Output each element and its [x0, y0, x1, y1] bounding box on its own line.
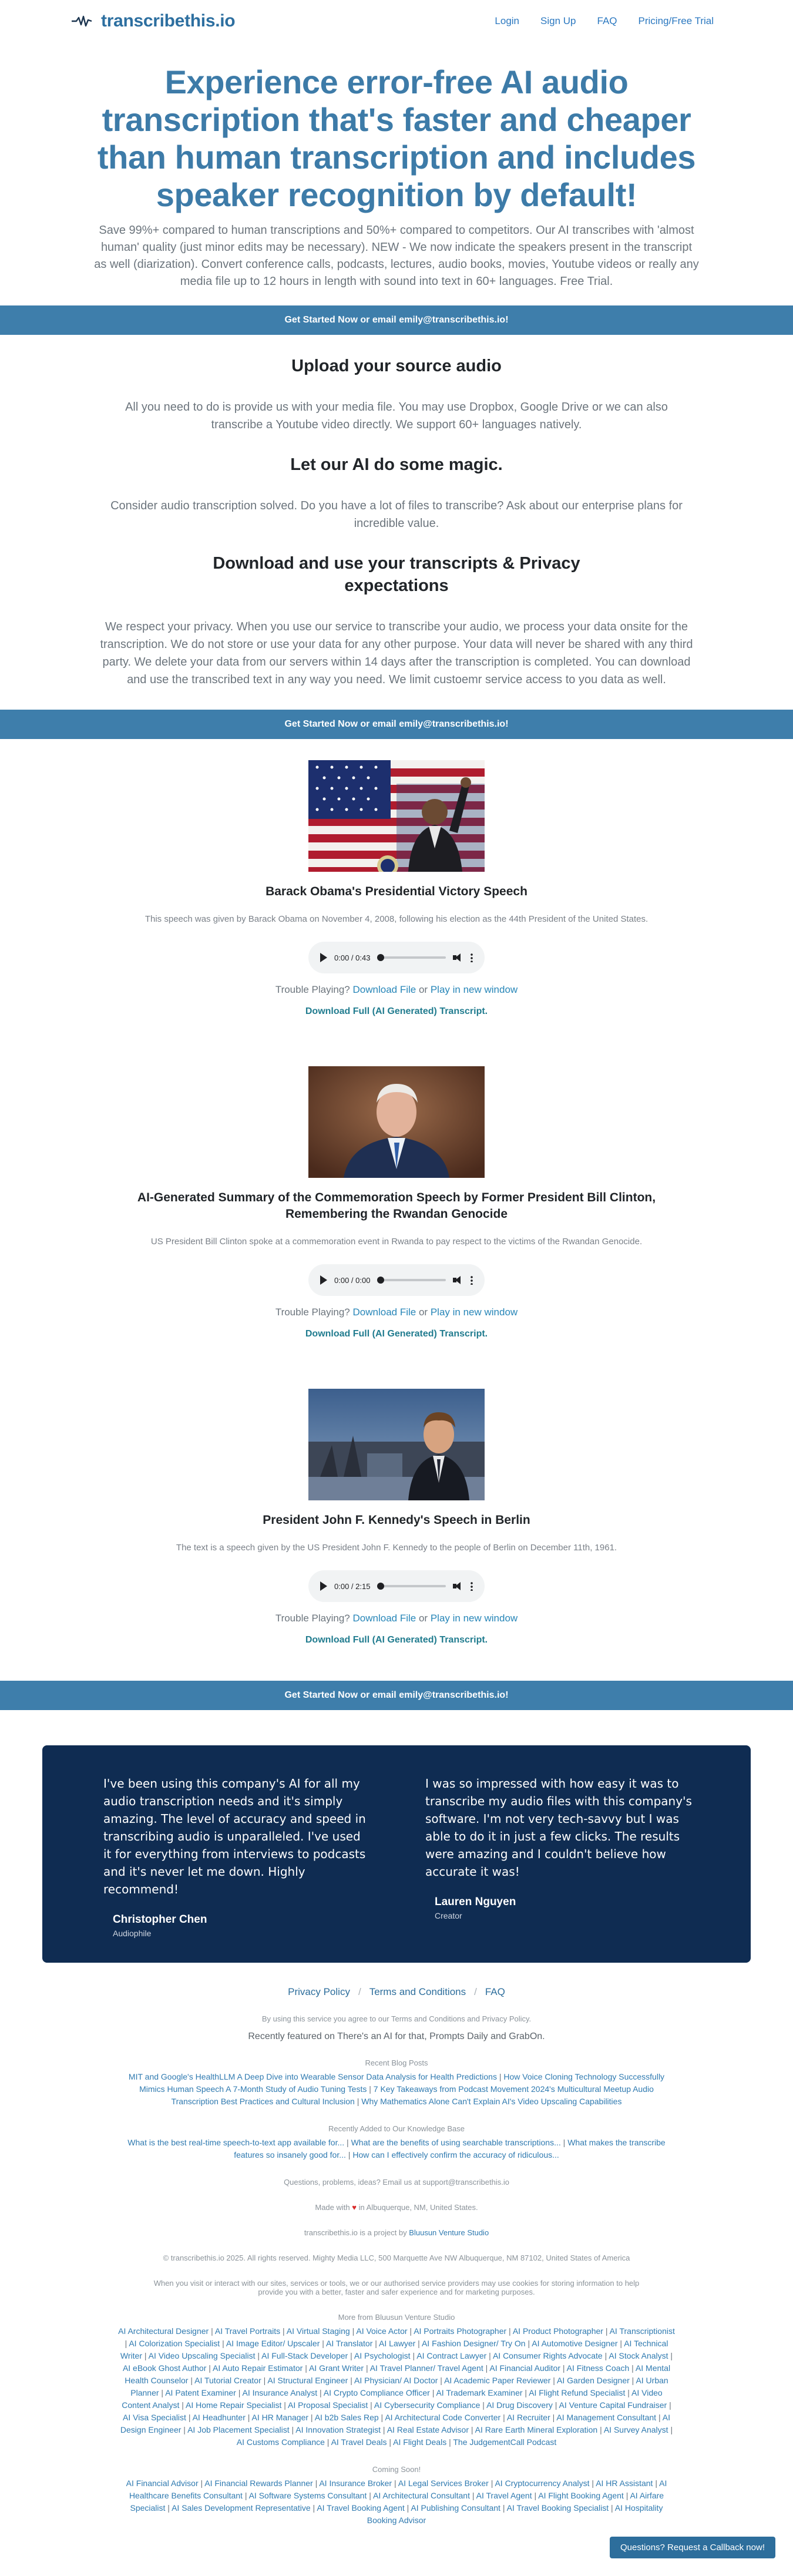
- step-upload-title: Upload your source audio: [291, 357, 502, 375]
- blog-label: Recent Blog Posts: [365, 2058, 428, 2067]
- audio-seek-bar[interactable]: [377, 956, 446, 959]
- studio-product-link[interactable]: AI Product Photographer |: [513, 2326, 610, 2336]
- step-magic-title: Let our AI do some magic.: [290, 455, 503, 474]
- coming-soon-link[interactable]: AI Software Systems Consultant |: [249, 2491, 373, 2500]
- download-transcript-link[interactable]: Download Full (AI Generated) Transcript.: [305, 1635, 488, 1645]
- studio-product-link[interactable]: AI Video Upscaling Specialist |: [149, 2351, 262, 2360]
- studio-product-link[interactable]: AI Trademark Examiner |: [436, 2388, 529, 2397]
- blog-post-link[interactable]: How Voice Cloning Technology Successfully Mimics Human Speech A 7-Month Study of Audio Tuning Tests |: [139, 2072, 664, 2094]
- coming-soon-link[interactable]: AI Travel Booking Specialist |: [507, 2503, 615, 2513]
- coming-soon-link[interactable]: AI HR Assistant |: [596, 2478, 659, 2488]
- studio-product-link[interactable]: AI Headhunter |: [193, 2413, 252, 2422]
- studio-product-link[interactable]: AI Rare Earth Mineral Exploration |: [475, 2425, 604, 2434]
- testimonial-name: Lauren Nguyen: [435, 1896, 516, 1908]
- studio-product-link[interactable]: AI Flight Refund Specialist |: [529, 2388, 631, 2397]
- coming-soon-link[interactable]: AI Healthcare Benefits Consultant |: [129, 2478, 667, 2500]
- audio-player[interactable]: [308, 942, 485, 973]
- bluusun-link[interactable]: Bluusun Venture Studio: [409, 2228, 489, 2237]
- studio-product-link[interactable]: AI Psychologist |: [354, 2351, 416, 2360]
- speech-title: AI-Generated Summary of the Commemoration Speech by Former President Bill Clinton, Remembering the Rwandan Genocide: [137, 1191, 656, 1221]
- footer-links: [117, 1986, 676, 1998]
- studio-product-link[interactable]: AI Innovation Strategist |: [295, 2425, 387, 2434]
- testimonial-name: Christopher Chen: [113, 1913, 207, 1926]
- support-email: Questions, problems, ideas? Email us at support@transcribethis.io: [284, 2178, 509, 2187]
- studio-product-link[interactable]: AI Visa Specialist |: [123, 2413, 193, 2422]
- cta-band-bottom[interactable]: Get Started Now or email emily@transcribethis.io!: [0, 1681, 793, 1710]
- terms-link[interactable]: Terms and Conditions: [369, 1986, 466, 1997]
- studio-product-link[interactable]: AI Real Estate Advisor |: [387, 2425, 475, 2434]
- studio-product-link[interactable]: AI Stock Analyst |: [609, 2351, 673, 2360]
- testimonial-card: [103, 1775, 370, 1938]
- studio-product-link[interactable]: AI Auto Repair Estimator |: [213, 2363, 309, 2373]
- cta-band-top[interactable]: Get Started Now or email emily@transcribethis.io!: [0, 305, 793, 335]
- studio-product-link[interactable]: AI Voice Actor |: [356, 2326, 414, 2336]
- studio-product-link[interactable]: AI Fashion Designer/ Try On |: [422, 2339, 532, 2348]
- studio-product-link[interactable]: AI Travel Portraits |: [215, 2326, 287, 2336]
- coming-soon: [117, 2465, 676, 2527]
- kb-list: [117, 2137, 676, 2161]
- coming-soon-link[interactable]: AI Legal Services Broker |: [398, 2478, 495, 2488]
- audio-seek-bar[interactable]: [377, 1279, 446, 1281]
- separator: /: [358, 1986, 361, 1997]
- download-file-link[interactable]: Download File: [352, 1307, 416, 1318]
- testimonial-role: Audiophile: [113, 1929, 152, 1938]
- studio-product-link[interactable]: AI Travel Planner/ Travel Agent |: [370, 2363, 490, 2373]
- coming-soon-link[interactable]: AI Sales Development Representative |: [172, 2503, 317, 2513]
- studio-product-link[interactable]: AI Venture Capital Fundraiser |: [559, 2400, 671, 2410]
- studio-product-link[interactable]: AI Academic Paper Reviewer |: [444, 2376, 557, 2385]
- sample-speeches: [0, 739, 793, 1681]
- trouble-label: Trouble Playing?: [275, 1613, 350, 1624]
- studio-product-link[interactable]: AI Drug Discovery |: [486, 2400, 559, 2410]
- speech-description: This speech was given by Barack Obama on November 4, 2008, following his election as the 44th President of the United States.: [145, 914, 648, 924]
- hero: [0, 42, 793, 305]
- footer: [0, 1963, 793, 2550]
- testimonials: [42, 1745, 751, 1963]
- kb-item-link[interactable]: What are the benefits of using searchable transcriptions... |: [351, 2138, 568, 2147]
- clinton-speech-photo: [308, 1066, 485, 1178]
- download-file-link[interactable]: Download File: [352, 984, 416, 995]
- coming-soon-link[interactable]: AI Financial Advisor |: [126, 2478, 205, 2488]
- studio-product-link[interactable]: AI Tutorial Creator |: [194, 2376, 267, 2385]
- kb-item-link[interactable]: What is the best real-time speech-to-text app available for... |: [127, 2138, 351, 2147]
- studio-product-link[interactable]: AI Translator |: [326, 2339, 379, 2348]
- play-icon[interactable]: [320, 1581, 327, 1591]
- more-label: More from Bluusun Venture Studio: [338, 2313, 455, 2322]
- trouble-playing: [0, 1307, 793, 1318]
- studio-product-link[interactable]: AI Transcriptionist |: [125, 2326, 675, 2348]
- studio-product-link[interactable]: AI Grant Writer |: [309, 2363, 370, 2373]
- step-download-text: We respect your privacy. When you use our service to transcribe your audio, we process your data onsite for the transcription. We do not store or use your data for any other purpose. Your data will never be shared with any third party. We delete your data from our servers within 14 days after the transcription is completed. You can download and use the transcribed text in any way you need. We limit custoemr service access to you data as well.: [100, 620, 693, 686]
- step-upload-text: All you need to do is provide us with your media file. You may use Dropbox, Google Drive or we can also transcribe a Youtube video directly. We support 60+ languages natively.: [125, 401, 668, 431]
- seek-knob[interactable]: [377, 1277, 384, 1284]
- studio-product-link[interactable]: AI Technical Writer |: [120, 2339, 668, 2360]
- kb-item-link[interactable]: How can I effectively confirm the accuracy of ridiculous...: [352, 2150, 559, 2159]
- blog-post-link[interactable]: Why Mathematics Alone Can't Explain AI's Video Upscaling Capabilities: [361, 2097, 622, 2106]
- nav-faq-link[interactable]: FAQ: [597, 15, 617, 26]
- coming-soon-label: Coming Soon!: [372, 2465, 421, 2474]
- studio-product-link[interactable]: AI Contract Lawyer |: [416, 2351, 493, 2360]
- studio-product-link[interactable]: AI Home Repair Specialist |: [186, 2400, 288, 2410]
- cta-band-middle[interactable]: Get Started Now or email emily@transcribethis.io!: [0, 710, 793, 739]
- more-options-icon[interactable]: [471, 1581, 473, 1591]
- copyright: © transcribethis.io 2025. All rights reserved. Mighty Media LLC, 500 Marquette Ave NW Albuquerque, NM 87102, United States of America: [163, 2253, 630, 2262]
- studio-product-link[interactable]: AI Management Consultant |: [556, 2413, 662, 2422]
- or-label: or: [418, 1307, 428, 1318]
- trouble-playing: [0, 984, 793, 996]
- coming-soon-link[interactable]: AI Flight Booking Agent |: [538, 2491, 630, 2500]
- made-suffix: in Albuquerque, NM, United States.: [358, 2203, 478, 2212]
- studio-product-link[interactable]: AI Survey Analyst |: [604, 2425, 673, 2434]
- speech-title: Barack Obama's Presidential Victory Speech: [266, 885, 527, 898]
- studio-product-link[interactable]: AI Structural Engineer |: [267, 2376, 354, 2385]
- studio-product-link[interactable]: AI Automotive Designer |: [532, 2339, 624, 2348]
- audio-time: 0:00 / 0:00: [334, 1275, 371, 1285]
- knowledge-base: [117, 2124, 676, 2161]
- studio-product-link[interactable]: AI Architectural Designer |: [118, 2326, 215, 2336]
- volume-icon[interactable]: [453, 953, 463, 962]
- nav-signup-link[interactable]: Sign Up: [540, 15, 576, 26]
- speech-description: The text is a speech given by the US President John F. Kennedy to the people of Berlin on December 11th, 1961.: [176, 1543, 617, 1553]
- request-callback-button[interactable]: Questions? Request a Callback now!: [610, 2537, 775, 2558]
- studio-product-link[interactable]: AI Travel Deals |: [331, 2437, 394, 2447]
- hero-title: Experience error-free AI audio transcription that's faster and cheaper than human transcription and includes speaker recognition by default!: [97, 63, 696, 213]
- audio-seek-bar[interactable]: [377, 1585, 446, 1587]
- studio-product-link[interactable]: AI Recruiter |: [507, 2413, 557, 2422]
- testimonial-card: [425, 1775, 692, 1938]
- made-prefix: Made with: [315, 2203, 350, 2212]
- speech-obama: [0, 760, 793, 1017]
- kb-item-link[interactable]: What makes the transcribe features so insanely good for... |: [234, 2138, 665, 2159]
- studio-product-link[interactable]: The JudgementCall Podcast: [453, 2437, 557, 2447]
- studio-product-link[interactable]: AI Patent Examiner |: [165, 2388, 242, 2397]
- studio-product-link[interactable]: AI Physician/ AI Doctor |: [354, 2376, 444, 2385]
- separator: /: [474, 1986, 477, 1997]
- footer-faq-link[interactable]: FAQ: [485, 1986, 505, 1997]
- studio-product-link[interactable]: AI Architectural Code Converter |: [385, 2413, 507, 2422]
- studio-product-link[interactable]: AI Virtual Staging |: [287, 2326, 357, 2336]
- studio-product-link[interactable]: AI Design Engineer |: [120, 2413, 670, 2434]
- audio-player[interactable]: [308, 1264, 485, 1296]
- audio-time: 0:00 / 0:43: [334, 953, 371, 962]
- studio-product-link[interactable]: AI Crypto Compliance Officer |: [324, 2388, 436, 2397]
- or-label: or: [418, 1613, 428, 1624]
- more-options-icon[interactable]: [471, 1275, 473, 1285]
- coming-soon-link[interactable]: AI Insurance Broker |: [319, 2478, 398, 2488]
- audio-time: 0:00 / 2:15: [334, 1581, 371, 1591]
- studio-product-link[interactable]: AI b2b Sales Rep |: [315, 2413, 385, 2422]
- speech-title: President John F. Kennedy's Speech in Berlin: [263, 1513, 530, 1527]
- brand[interactable]: [70, 11, 235, 31]
- studio-product-link[interactable]: AI Proposal Specialist |: [288, 2400, 374, 2410]
- terms-agreement: By using this service you agree to our Terms and Conditions and Privacy Policy.: [261, 2014, 532, 2023]
- or-label: or: [418, 984, 428, 995]
- studio-product-link[interactable]: AI Lawyer |: [379, 2339, 422, 2348]
- coming-soon-link[interactable]: AI Travel Agent |: [476, 2491, 539, 2500]
- kb-label: Recently Added to Our Knowledge Base: [328, 2124, 465, 2133]
- blog-post-list: [117, 2071, 676, 2108]
- studio-product-link[interactable]: AI Mental Health Counselor |: [125, 2363, 670, 2385]
- studio-product-link[interactable]: AI Portraits Photographer |: [414, 2326, 513, 2336]
- volume-icon[interactable]: [453, 1276, 463, 1284]
- studio-products-list: [117, 2325, 676, 2449]
- volume-icon[interactable]: [453, 1582, 463, 1590]
- hero-subtitle: Save 99%+ compared to human transcriptions and 50%+ compared to competitors. Our AI transcribes with 'almost human' quality (just minor edits may be necessary). NEW - We now indicate the speakers present in the transcript as well (diarization). Convert conference calls, podcasts, lectures, audio books, movies, Youtube videos or really any media file up to 12 hours in length with sound into text in 60+ languages. Free Trial.: [94, 224, 699, 288]
- cookie-notice: When you visit or interact with our sites, services or tools, we or our authorised service providers may use cookies for storing information to help provide you with a better, faster and safer experience and for marketing purposes.: [153, 2279, 640, 2296]
- privacy-policy-link[interactable]: Privacy Policy: [288, 1986, 350, 1997]
- step-magic-text: Consider audio transcription solved. Do you have a lot of files to transcribe? Ask about our enterprise plans for incredible value.: [110, 499, 683, 530]
- studio-product-link[interactable]: AI Colorization Specialist |: [129, 2339, 226, 2348]
- kennedy-speech-photo: [308, 1389, 485, 1500]
- blog-post-link[interactable]: 7 Key Takeaways from Podcast Movement 2024's Multicultural Meetup Audio Transcription Best Practices and Cultural Inclusion |: [172, 2084, 654, 2106]
- speech-kennedy: [0, 1389, 793, 1645]
- studio-product-link[interactable]: AI Full-Stack Developer |: [261, 2351, 354, 2360]
- studio-product-link[interactable]: AI Urban Planner |: [130, 2376, 668, 2397]
- project-by: [117, 2228, 676, 2237]
- download-file-link[interactable]: Download File: [352, 1613, 416, 1624]
- play-icon[interactable]: [320, 1275, 327, 1285]
- more-options-icon[interactable]: [471, 953, 473, 962]
- coming-soon-link[interactable]: AI Airfare Specialist |: [130, 2491, 664, 2513]
- download-transcript-link[interactable]: Download Full (AI Generated) Transcript.: [305, 1006, 488, 1016]
- recent-blog-posts: [117, 2058, 676, 2108]
- studio-product-link[interactable]: AI Insurance Analyst |: [242, 2388, 323, 2397]
- step-download-title: Download and use your transcripts & Privacy expectations: [213, 554, 580, 595]
- nav-pricing-link[interactable]: Pricing/Free Trial: [638, 15, 714, 26]
- studio-product-link[interactable]: AI Cybersecurity Compliance |: [374, 2400, 486, 2410]
- top-nav: [0, 0, 793, 42]
- soundwave-logo-icon: [70, 15, 93, 27]
- studio-product-link[interactable]: AI Consumer Rights Advocate |: [493, 2351, 609, 2360]
- seek-knob[interactable]: [377, 954, 384, 961]
- featured-on: Recently featured on There's an AI for that, Prompts Daily and GrabOn.: [248, 2031, 545, 2041]
- coming-soon-link[interactable]: AI Architectural Consultant |: [373, 2491, 476, 2500]
- nav-links: [495, 15, 714, 27]
- coming-soon-list: [117, 2477, 676, 2527]
- studio-product-link[interactable]: AI Garden Designer |: [557, 2376, 636, 2385]
- trouble-playing: [0, 1613, 793, 1624]
- studio-product-link[interactable]: AI Video Content Analyst |: [122, 2388, 662, 2410]
- studio-product-link[interactable]: AI Image Editor/ Upscaler |: [226, 2339, 326, 2348]
- coming-soon-link[interactable]: AI Travel Booking Agent |: [317, 2503, 411, 2513]
- testimonial-quote: I was so impressed with how easy it was to transcribe my audio files with this company's software. I'm not very tech-savvy but I was able to do it in just a few clicks. The results were amazing and I couldn't believe how accurate it was!: [425, 1776, 692, 1879]
- studio-product-link[interactable]: AI Flight Deals |: [393, 2437, 453, 2447]
- play-new-window-link[interactable]: Play in new window: [430, 1613, 518, 1624]
- blog-post-link[interactable]: MIT and Google's HealthLLM A Deep Dive into Wearable Sensor Data Analysis for Health Predictions |: [129, 2072, 503, 2081]
- studio-product-link[interactable]: AI Job Placement Specialist |: [187, 2425, 295, 2434]
- trouble-label: Trouble Playing?: [275, 984, 350, 995]
- download-transcript-link[interactable]: Download Full (AI Generated) Transcript.: [305, 1329, 488, 1339]
- nav-login-link[interactable]: Login: [495, 15, 520, 26]
- heart-icon: ♥: [352, 2203, 357, 2212]
- audio-player[interactable]: [308, 1570, 485, 1602]
- coming-soon-link[interactable]: AI Publishing Consultant |: [411, 2503, 506, 2513]
- trouble-label: Trouble Playing?: [275, 1307, 350, 1318]
- studio-product-link[interactable]: AI Financial Auditor |: [489, 2363, 566, 2373]
- play-new-window-link[interactable]: Play in new window: [430, 1307, 518, 1318]
- coming-soon-link[interactable]: AI Hospitality Booking Advisor: [367, 2503, 663, 2525]
- studio-product-link[interactable]: AI HR Manager |: [252, 2413, 315, 2422]
- studio-product-link[interactable]: AI Fitness Coach |: [567, 2363, 636, 2373]
- speech-description: US President Bill Clinton spoke at a commemoration event in Rwanda to pay respect to the victims of the Rwandan Genocide.: [150, 1237, 643, 1247]
- seek-knob[interactable]: [377, 1583, 384, 1590]
- more-from-studio: [117, 2313, 676, 2449]
- how-it-works: [0, 335, 793, 710]
- brand-name: transcribethis.io: [101, 11, 236, 31]
- play-new-window-link[interactable]: Play in new window: [430, 984, 518, 995]
- made-with: [117, 2203, 676, 2212]
- testimonial-role: Creator: [435, 1911, 462, 1920]
- testimonial-quote: I've been using this company's AI for all my audio transcription needs and it's simply amazing. The level of accuracy and speed in transcribing audio is unparalleled. I've used it for everything from interviews to podcasts and it's never let me down. Highly recommend!: [103, 1776, 366, 1896]
- coming-soon-link[interactable]: AI Cryptocurrency Analyst |: [495, 2478, 596, 2488]
- speech-clinton: [0, 1066, 793, 1339]
- project-prefix: transcribethis.io is a project by: [304, 2228, 407, 2237]
- coming-soon-link[interactable]: AI Financial Rewards Planner |: [204, 2478, 319, 2488]
- play-icon[interactable]: [320, 953, 327, 962]
- studio-product-link[interactable]: AI Customs Compliance |: [237, 2437, 331, 2447]
- obama-speech-photo: [308, 760, 485, 872]
- studio-product-link[interactable]: AI eBook Ghost Author |: [123, 2363, 213, 2373]
